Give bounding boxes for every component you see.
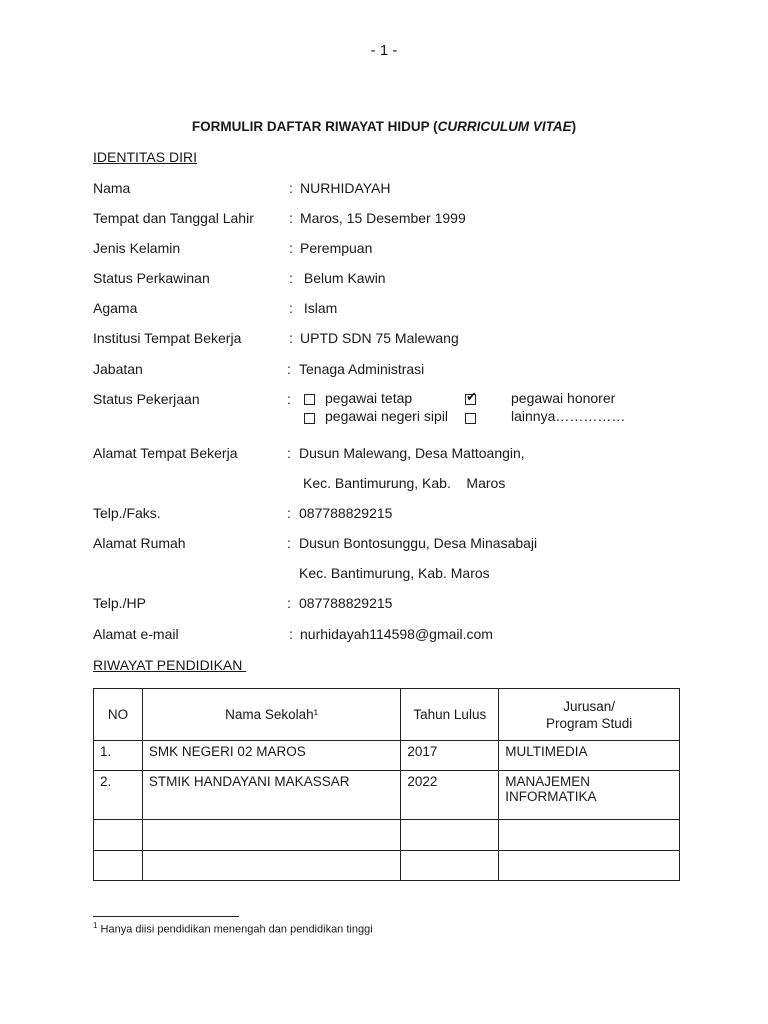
checkbox-pegawai-negeri-sipil[interactable] [304,413,315,424]
option-label: lainnya…………… [511,408,626,424]
title-close: ) [571,119,577,134]
footnote-mark: 1 [93,921,98,930]
cell-empty[interactable] [499,851,680,881]
field-value: Maros, 15 Desember 1999 [300,210,466,226]
field-label: Alamat Rumah [93,535,186,551]
field-value: Tenaga Administrasi [299,361,425,377]
footnote-text: Hanya diisi pendidikan menengah dan pendidikan tinggi [97,923,373,936]
section-identitas-heading: IDENTITAS DIRI [93,149,197,165]
field-colon: : [289,270,293,286]
footnote-separator [93,916,239,917]
col-header-jurusan-line2: Program Studi [545,715,633,731]
option-label: pegawai honorer [511,390,616,406]
col-header-nama-sekolah: Nama Sekolah¹ [142,689,400,741]
field-value: 087788829215 [299,595,393,611]
checkbox-pegawai-tetap[interactable] [304,394,315,405]
cell-empty[interactable] [142,820,400,851]
table-header-row [94,689,680,741]
title-main: FORMULIR DAFTAR RIWAYAT HIDUP ( [191,119,438,134]
cell-tahun-lulus: 2022 [401,771,499,820]
field-label: Tempat dan Tanggal Lahir [93,210,254,226]
field-label: Institusi Tempat Bekerja [93,330,242,346]
field-value: nurhidayah114598@gmail.com [300,626,493,642]
document-title [0,119,768,134]
cell-tahun-lulus: 2017 [401,741,499,771]
cell-no: 1. [94,741,143,771]
field-colon: : [289,330,293,346]
page-number: - 1 - [370,42,398,59]
field-colon: : [289,626,293,642]
field-label: Status Perkawinan [93,270,210,286]
field-value: Dusun Malewang, Desa Mattoangin, [299,445,525,461]
col-header-no: NO [94,689,143,741]
field-value-line2: Kec. Bantimurung, Kab. Maros [303,475,506,491]
table-row [94,771,680,820]
check-mark-icon: ✔ [466,389,477,404]
cell-jurusan [499,771,680,820]
field-colon: : [287,361,291,377]
col-header-jurusan-line1: Jurusan/ [563,698,615,714]
field-colon: : [287,391,291,407]
checkbox-lainnya[interactable] [465,413,476,424]
section-pendidikan-heading: RIWAYAT PENDIDIKAN [93,657,247,673]
field-value: Islam [300,300,338,316]
field-label: Nama [93,180,131,196]
cell-empty[interactable] [142,851,400,881]
field-value: 087788829215 [299,505,393,521]
cell-empty[interactable] [94,820,143,851]
field-label: Agama [93,300,138,316]
field-label: Jabatan [93,361,143,377]
col-header-jurusan [499,689,680,741]
field-colon: : [289,300,293,316]
field-label: Alamat Tempat Bekerja [93,445,238,461]
field-colon: : [289,180,293,196]
field-colon: : [289,240,293,256]
footnote [93,921,373,936]
field-label: Telp./HP [93,595,146,611]
field-colon: : [287,535,291,551]
field-colon: : [287,595,291,611]
cell-empty[interactable] [499,820,680,851]
cell-empty[interactable] [401,820,499,851]
col-header-tahun-lulus: Tahun Lulus [401,689,499,741]
table-row [94,741,680,771]
field-label: Status Pekerjaan [93,391,200,407]
field-value: Belum Kawin [300,270,386,286]
checkbox-pegawai-honorer[interactable] [465,389,477,405]
cell-jurusan-line2: INFORMATIKA [505,789,597,804]
cell-jurusan: MULTIMEDIA [499,741,680,771]
cell-nama-sekolah: STMIK HANDAYANI MAKASSAR [142,771,400,820]
cell-empty[interactable] [401,851,499,881]
title-italic: CURRICULUM VITAE [437,119,572,134]
table-row-empty [94,820,680,851]
cell-nama-sekolah: SMK NEGERI 02 MAROS [142,741,400,771]
field-value: Dusun Bontosunggu, Desa Minasabaji [299,535,538,551]
cell-empty[interactable] [94,851,143,881]
field-value-line2: Kec. Bantimurung, Kab. Maros [299,565,490,581]
option-label: pegawai negeri sipil [325,408,448,424]
field-label: Telp./Faks. [93,505,161,521]
cell-no: 2. [94,771,143,820]
education-table [93,688,680,881]
field-value: UPTD SDN 75 Malewang [300,330,459,346]
field-label: Jenis Kelamin [93,240,181,256]
field-colon: : [287,505,291,521]
table-row-empty [94,851,680,881]
field-value: NURHIDAYAH [300,180,391,196]
field-value: Perempuan [300,240,373,256]
cell-jurusan-line1: MANAJEMEN [505,774,590,789]
option-label: pegawai tetap [325,390,413,406]
field-label: Alamat e-mail [93,626,179,642]
field-colon: : [289,210,293,226]
field-colon: : [287,445,291,461]
